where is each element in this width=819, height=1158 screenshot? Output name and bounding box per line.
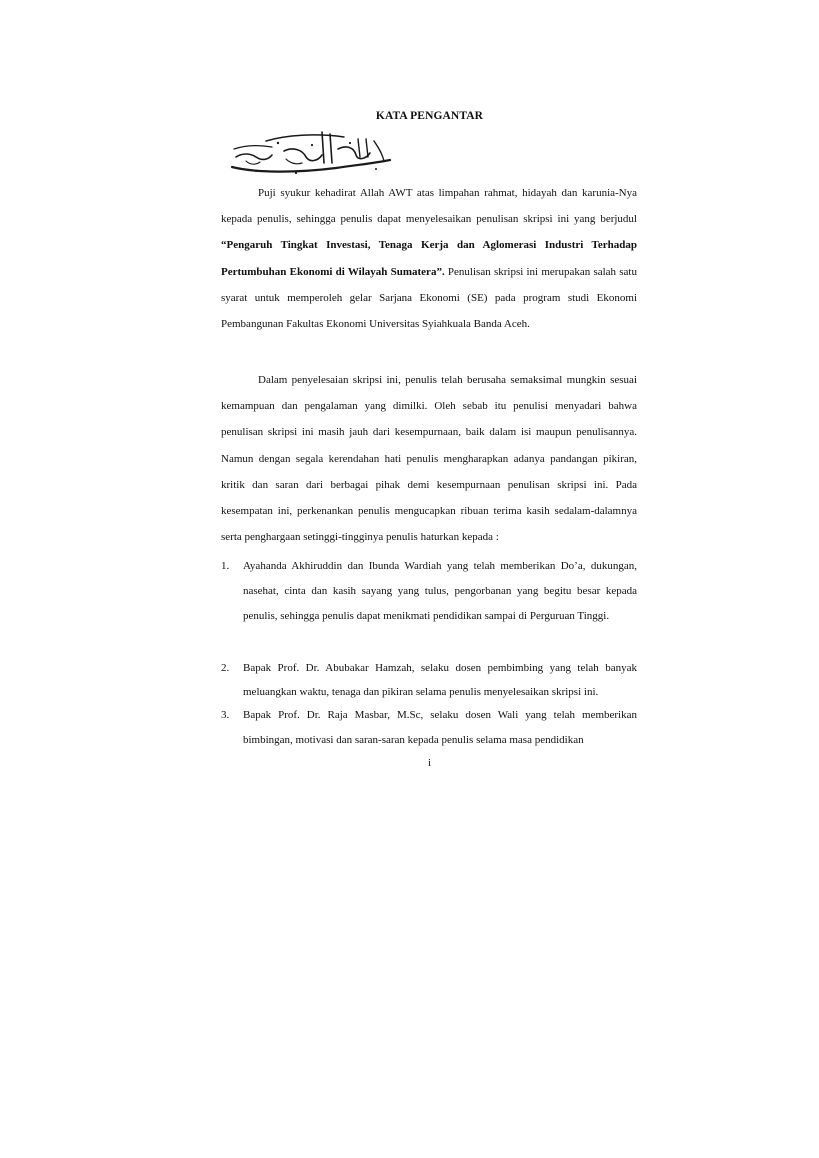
acknowledgement-list-item-1 (221, 554, 637, 630)
list-item-number: 3. (221, 709, 230, 721)
list-item (221, 703, 637, 752)
list-item-text: Ayahanda Akhiruddin dan Ibunda Wardiah yang telah memberikan Do’a, dukungan, nasehat, cinta dan kasih sayang yang tulus, pengorbanan yang begitu besar kepada penulis, sehingga penulis dapat menikmati pendidikan sampai di Perguruan Tinggi. (243, 560, 637, 623)
page-number: i (427, 757, 432, 769)
intro-text-part2: Penulisan skripsi ini merupakan salah satu syarat untuk memperoleh gelar Sarjana Ekonomi (SE) pada program studi Ekonomi Pembangunan Fakultas Ekonomi Universitas Syiahkuala Banda Aceh. (221, 265, 637, 331)
intro-paragraph (221, 180, 637, 337)
acknowledgement-list-item-3 (221, 703, 637, 752)
acknowledgement-list-item-2 (221, 657, 637, 704)
list-item (221, 657, 637, 704)
second-paragraph: Dalam penyelesaian skripsi ini, penulis telah berusaha semaksimal mungkin sesuai kemampuan dan pengalaman yang dimilki. Oleh sebab itu penulisi menyadari bahwa penulisan skripsi ini masih jauh dari kesempurnaan, baik dalam isi maupun penulisannya. Namun dengan segala kerendahan hati penulis mengharapkan adanya pandangan pikiran, kritik dan saran dari berbagai pihak demi kesempurnaan penulisan skripsi ini. Pada kesempatan ini, perkenankan penulis mengucapkan ribuan terima kasih sedalam-dalamnya serta penghargaan setinggi-tingginya penulis haturkan kepada : (221, 374, 637, 544)
intro-text-part1: Puji syukur kehadirat Allah AWT atas limpahan rahmat, hidayah dan karunia-Nya kepada penulis, sehingga penulis dapat menyelesaikan penulisan skripsi ini yang berjudul (221, 187, 637, 226)
list-item-number: 1. (221, 560, 230, 572)
bismillah-calligraphy (226, 127, 394, 179)
list-item-text: Bapak Prof. Dr. Raja Masbar, M.Sc, selaku dosen Wali yang telah memberikan bimbingan, motivasi dan saran-saran kepada penulis selama masa pendidikan (243, 709, 637, 746)
page-title: KATA PENGANTAR (375, 110, 484, 122)
list-item-text: Bapak Prof. Dr. Abubakar Hamzah, selaku dosen pembimbing yang telah banyak meluangkan waktu, tenaga dan pikiran selama penulis menyelesaikan skripsi ini. (243, 662, 637, 698)
thesis-title: “Pengaruh Tingkat Investasi, Tenaga Kerja dan Aglomerasi Industri Terhadap Pertumbuhan Ekonomi di Wilayah Sumatera”. (221, 239, 637, 278)
list-item-number: 2. (221, 662, 230, 674)
list-item (221, 554, 637, 630)
